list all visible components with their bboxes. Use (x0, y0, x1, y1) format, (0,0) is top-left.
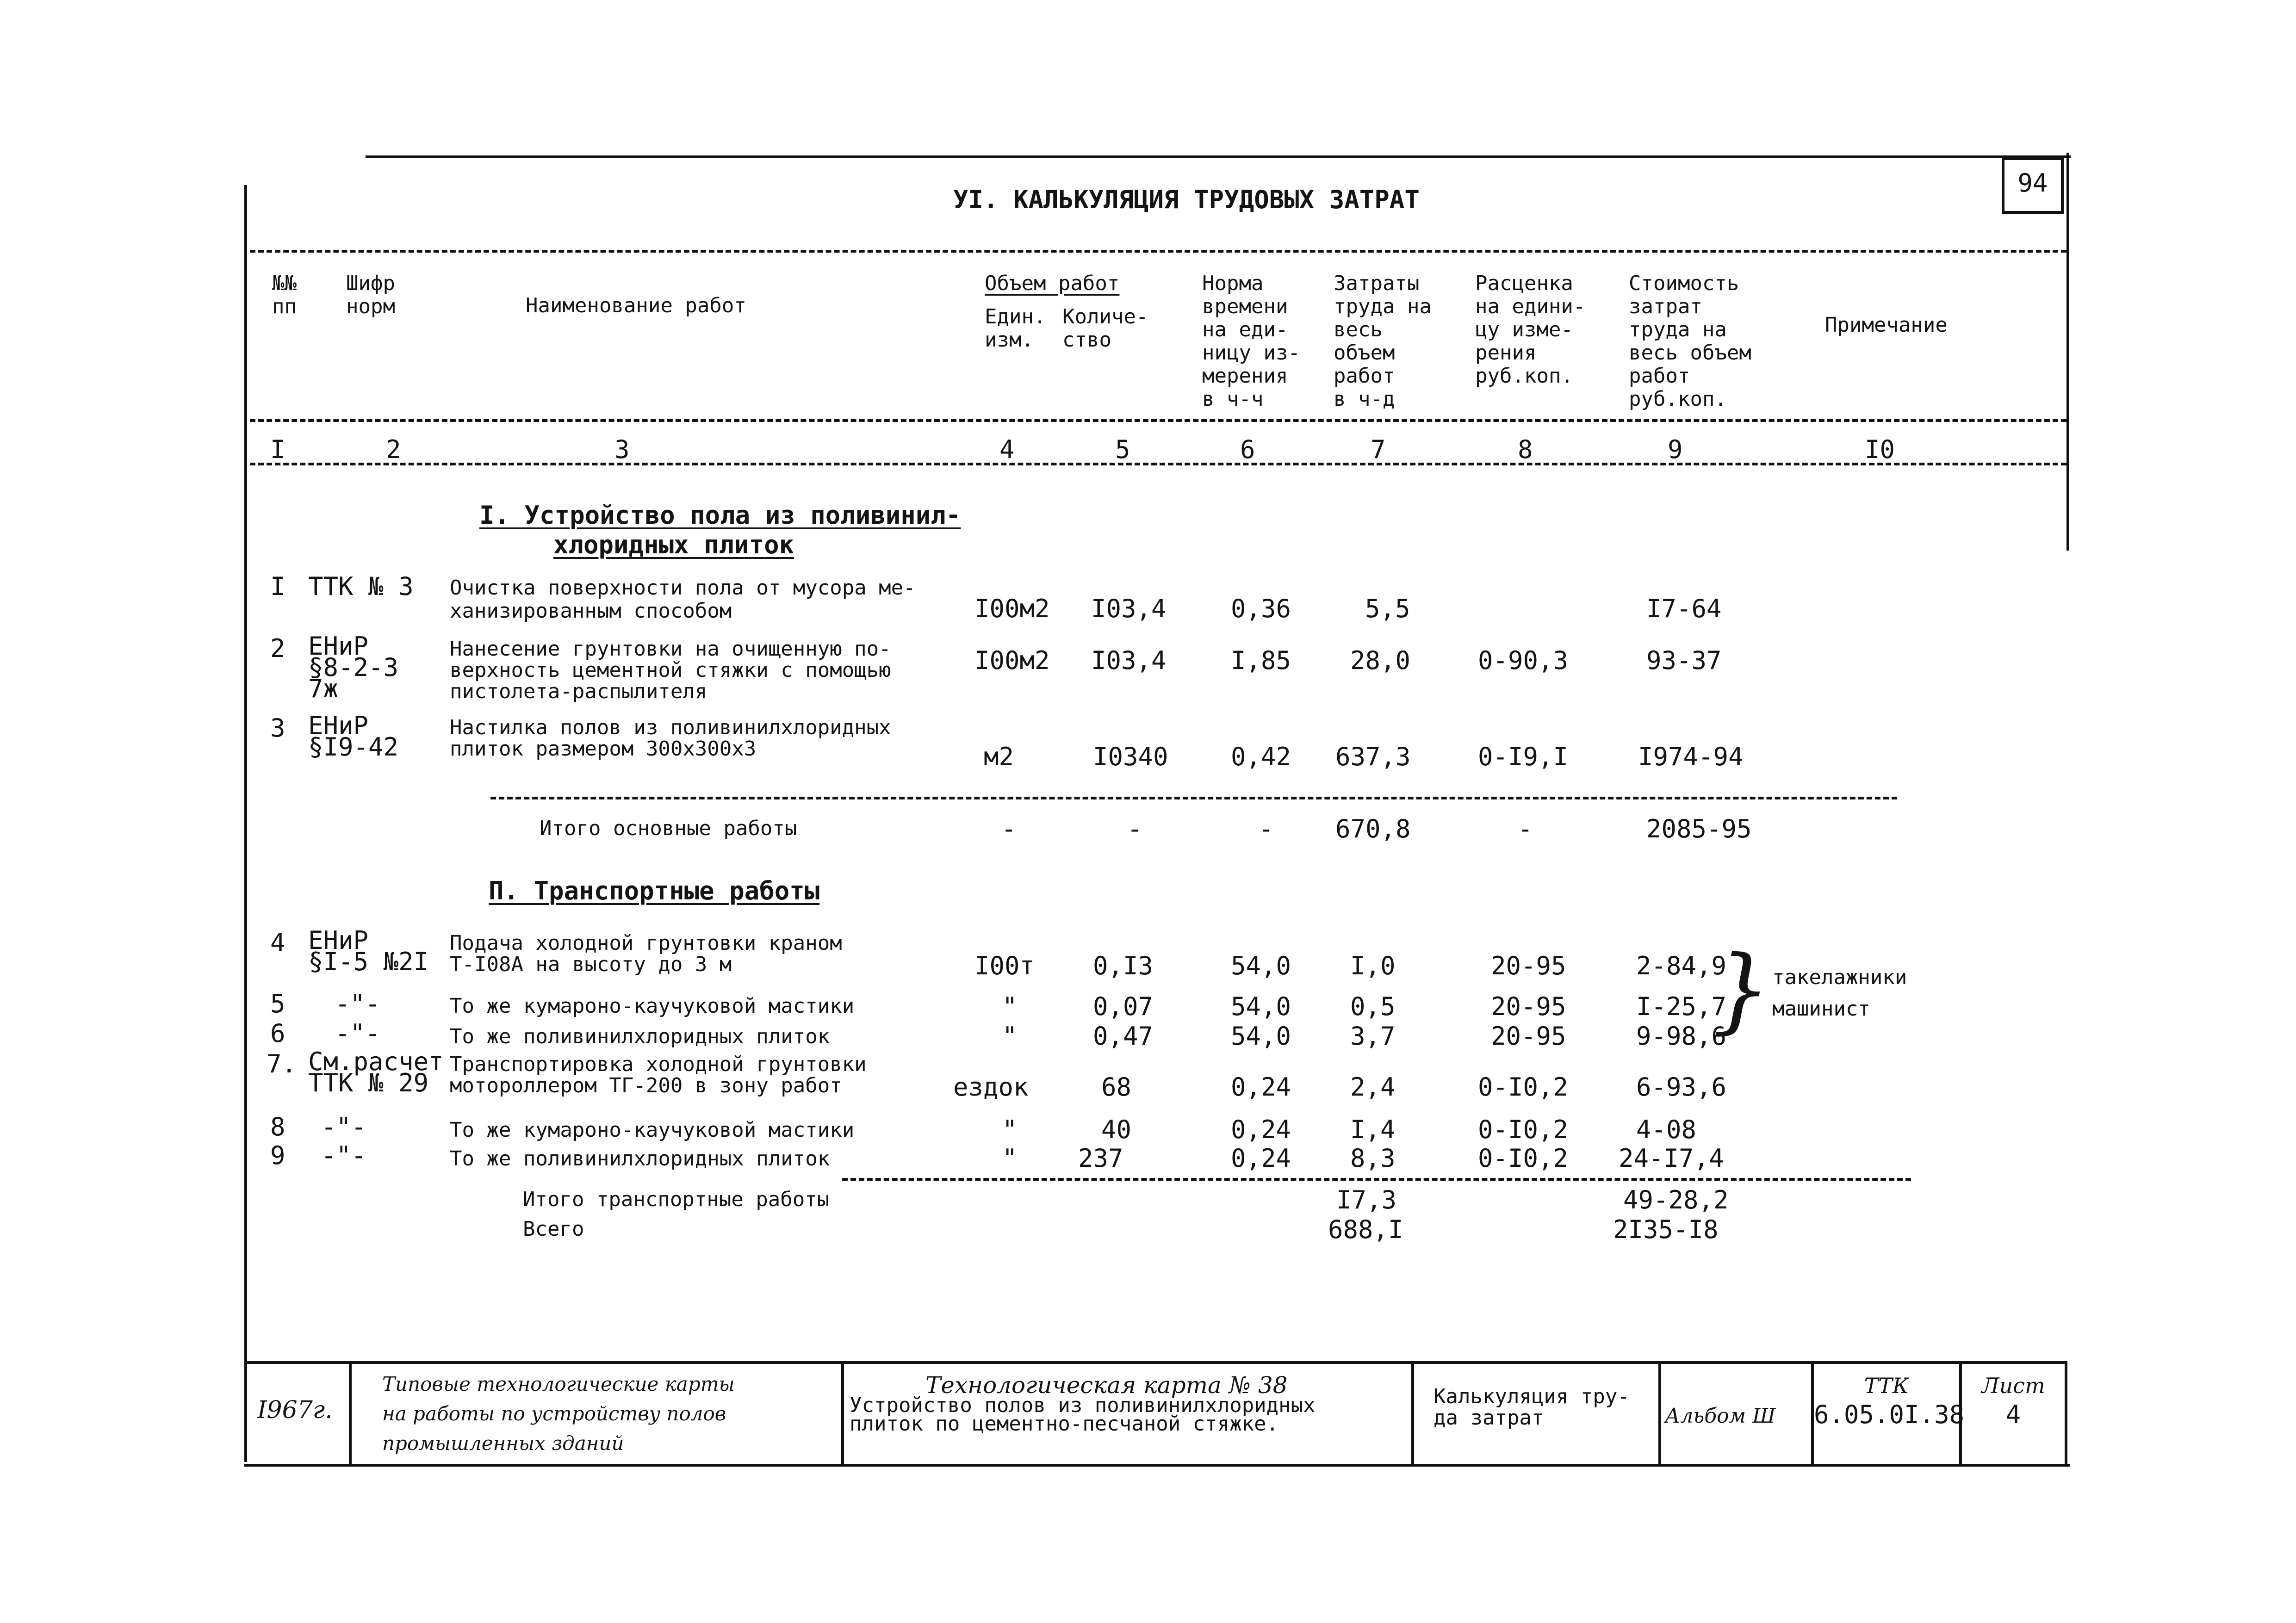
row1-name: Очистка поверхности пола от мусора ме- ханизированным способом (450, 576, 916, 623)
row3-cost: I974-94 (1638, 742, 1744, 771)
row6-labor: 3,7 (1350, 1022, 1396, 1051)
stamp-top-line (247, 1361, 2066, 1364)
row1-cost: I7-64 (1646, 594, 1722, 623)
row2-labor: 28,0 (1350, 646, 1411, 675)
header-norm: Норма времени на еди- ницу из- мерения в ч-ч (1202, 272, 1300, 411)
subtotal2-line (842, 1178, 1911, 1181)
row4-labor: I,0 (1350, 951, 1396, 980)
row8-rate: 0-I0,2 (1478, 1115, 1569, 1144)
header-unit: Един. изм. (985, 305, 1046, 352)
row1-num: I (270, 572, 285, 601)
stamp-div-2 (841, 1361, 844, 1464)
header-volume: Объем работ (985, 272, 1120, 295)
stamp-sheet-label: Лист (1981, 1373, 2045, 1398)
section2-title: П. Транспортные работы (489, 876, 820, 905)
total-labor: 688,I (1328, 1215, 1403, 1244)
stamp-year: I967г. (257, 1396, 333, 1424)
row6-num: 6 (270, 1019, 285, 1048)
stamp-album: Альбом Ш (1665, 1404, 1776, 1428)
row4-rate: 20-95 (1491, 951, 1566, 980)
row8-norm: 0,24 (1231, 1115, 1291, 1144)
row8-code: -"- (321, 1112, 366, 1141)
note-riggers: такелажники (1772, 966, 1907, 989)
row9-cost: 24-I7,4 (1619, 1144, 1724, 1173)
stamp-div-4 (1658, 1361, 1661, 1464)
row4-unit: I00т (974, 951, 1035, 980)
colnum-3: 3 (614, 435, 630, 464)
stamp-div-7 (2065, 1361, 2067, 1464)
section1-title-b: хлоридных плиток (553, 530, 794, 559)
total-label: Всего (523, 1217, 584, 1241)
row2-qty: I03,4 (1091, 646, 1167, 675)
row5-unit: " (1002, 992, 1018, 1021)
frame-bottom-line (244, 1464, 2070, 1467)
row7-labor: 2,4 (1350, 1072, 1396, 1102)
subtotal1-cost: 2085-95 (1646, 814, 1752, 843)
row4-qty: 0,I3 (1093, 951, 1154, 980)
row7-code: См.расчет ТТК № 29 (308, 1047, 444, 1097)
total-cost: 2I35-I8 (1613, 1215, 1719, 1244)
row1-qty: I03,4 (1091, 594, 1167, 623)
subtotal1-norm: - (1259, 814, 1274, 843)
colnum-4: 4 (999, 435, 1015, 464)
stamp-div-1 (349, 1361, 352, 1464)
page-title: УI. КАЛЬКУЛЯЦИЯ ТРУДОВЫХ ЗАТРАТ (953, 185, 1420, 214)
row5-name: То же кумароно-каучуковой мастики (450, 994, 855, 1018)
row1-labor: 5,5 (1365, 594, 1410, 623)
row2-unit: I00м2 (974, 646, 1050, 675)
subtotal1-line (490, 797, 1897, 799)
row5-cost: I-25,7 (1636, 992, 1727, 1021)
subtotal1-label: Итого основные работы (540, 817, 797, 840)
frame-top-line (366, 155, 2071, 158)
subtotal2-cost: 49-28,2 (1623, 1185, 1729, 1214)
row3-labor: 637,3 (1335, 742, 1411, 771)
row7-norm: 0,24 (1231, 1072, 1291, 1102)
row9-name: То же поливинилхлоридных плиток (450, 1147, 830, 1171)
row7-unit: ездок (953, 1072, 1029, 1102)
stamp-ttk-label: ТТК (1864, 1373, 1909, 1398)
row1-code: ТТК № 3 (308, 572, 414, 601)
row7-num: 7. (267, 1049, 297, 1078)
row5-qty: 0,07 (1093, 992, 1154, 1021)
header-qty: Количе- ство (1062, 305, 1148, 352)
row2-norm: I,85 (1231, 646, 1291, 675)
row3-unit: м2 (984, 742, 1014, 771)
subtotal1-rate: - (1518, 814, 1533, 843)
row6-code: -"- (335, 1019, 380, 1048)
subtotal2-labor: I7,3 (1336, 1185, 1397, 1214)
header-code: Шифр норм (346, 272, 395, 318)
row9-unit: " (1002, 1144, 1018, 1173)
colnum-9: 9 (1668, 435, 1683, 464)
colnum-10: I0 (1865, 435, 1895, 464)
colnum-1: I (270, 435, 285, 464)
row6-qty: 0,47 (1093, 1022, 1154, 1051)
subtotal1-unit: - (1001, 814, 1017, 843)
header-num: №№ пп (272, 272, 297, 318)
header-rate: Расценка на едини- цу изме- рения руб.коп. (1475, 272, 1586, 388)
row6-norm: 54,0 (1231, 1022, 1291, 1051)
row3-name: Настилка полов из поливинилхлоридных плиток размером 300х300х3 (450, 716, 891, 761)
row2-code: ЕНиР §8-2-3 7ж (308, 632, 399, 703)
row4-norm: 54,0 (1231, 951, 1291, 980)
row8-name: То же кумароно-каучуковой мастики (450, 1118, 855, 1142)
row3-code: ЕНиР §I9-42 (308, 711, 399, 762)
header-top-line (250, 250, 2066, 253)
row9-code: -"- (321, 1141, 366, 1170)
row7-rate: 0-I0,2 (1478, 1072, 1569, 1102)
stamp-ttk-code: 6.05.0I.38 (1814, 1400, 1965, 1429)
colnum-7: 7 (1371, 435, 1386, 464)
row3-norm: 0,42 (1231, 742, 1291, 771)
colnum-8: 8 (1518, 435, 1533, 464)
row5-rate: 20-95 (1491, 992, 1566, 1021)
row4-name: Подача холодной грунтовки краном Т-I08А на высоту до 3 м (450, 931, 842, 976)
row9-qty: 237 (1078, 1144, 1123, 1173)
subtotal1-labor: 670,8 (1335, 814, 1411, 843)
row5-num: 5 (270, 989, 285, 1018)
header-note: Примечание (1825, 313, 1948, 337)
row6-rate: 20-95 (1491, 1022, 1566, 1051)
subtotal2-label: Итого транспортные работы (523, 1188, 830, 1211)
stamp-series: Типовые технологические карты на работы по устройству полов промышленных зданий (382, 1373, 735, 1455)
header-bottom-line (250, 419, 2066, 422)
header-cost: Стоимость затрат труда на весь объем работ руб.коп. (1629, 272, 1751, 411)
row8-cost: 4-08 (1636, 1115, 1697, 1144)
colnum-6: 6 (1240, 435, 1255, 464)
row6-unit: " (1002, 1022, 1018, 1051)
row8-num: 8 (270, 1112, 285, 1141)
row8-labor: I,4 (1350, 1115, 1396, 1144)
row6-name: То же поливинилхлоридных плиток (450, 1025, 830, 1048)
row2-rate: 0-90,3 (1478, 646, 1569, 675)
page-number: 94 (2017, 168, 2048, 198)
stamp-card-desc: Устройство полов из поливинилхлоридных плиток по цементно-песчаной стяжке. (850, 1394, 1316, 1436)
row1-norm: 0,36 (1231, 594, 1291, 623)
row6-cost: 9-98,6 (1636, 1022, 1727, 1051)
row9-norm: 0,24 (1231, 1144, 1291, 1173)
row3-rate: 0-I9,I (1478, 742, 1569, 771)
row3-num: 3 (270, 713, 285, 743)
frame-left-line (244, 185, 247, 1462)
stamp-card-title: Технологическая карта № 38 (925, 1372, 1288, 1399)
header-name: Наименование работ (526, 294, 746, 317)
note-machinist: машинист (1772, 997, 1870, 1021)
row5-labor: 0,5 (1350, 992, 1396, 1021)
row7-qty: 68 (1101, 1072, 1132, 1102)
row8-qty: 40 (1101, 1115, 1132, 1144)
colnum-2: 2 (386, 435, 401, 464)
row4-num: 4 (270, 928, 285, 957)
row3-qty: I0340 (1093, 742, 1168, 771)
row4-cost: 2-84,9 (1636, 951, 1727, 980)
stamp-section: Калькуляция тру- да затрат (1433, 1385, 1630, 1430)
row2-num: 2 (270, 634, 285, 663)
row8-unit: " (1002, 1115, 1018, 1144)
row7-name: Транспортировка холодной грунтовки мотороллером ТГ-200 в зону работ (450, 1053, 867, 1097)
subtotal1-qty: - (1127, 814, 1142, 843)
colnum-5: 5 (1115, 435, 1130, 464)
row9-rate: 0-I0,2 (1478, 1144, 1569, 1173)
colnum-bottom-line (250, 463, 2066, 465)
row9-labor: 8,3 (1350, 1144, 1396, 1173)
row5-norm: 54,0 (1231, 992, 1291, 1021)
row1-unit: I00м2 (974, 594, 1050, 623)
frame-right-line (2066, 153, 2069, 551)
row4-code: ЕНиР §I-5 №2I (308, 926, 429, 976)
stamp-div-3 (1411, 1361, 1414, 1464)
row5-code: -"- (335, 989, 380, 1018)
stamp-sheet-num: 4 (2005, 1400, 2021, 1429)
row9-num: 9 (270, 1141, 285, 1170)
section1-title-a: I. Устройство пола из поливинил- (479, 501, 961, 530)
row2-cost: 93-37 (1646, 646, 1722, 675)
header-labor: Затраты труда на весь объем работ в ч-д (1334, 272, 1432, 411)
row2-name: Нанесение грунтовки на очищенную по- верхность цементной стяжки с помощью пистолета-распылителя (450, 637, 891, 703)
notes-brace: } (1712, 936, 1771, 1044)
row7-cost: 6-93,6 (1636, 1072, 1727, 1102)
